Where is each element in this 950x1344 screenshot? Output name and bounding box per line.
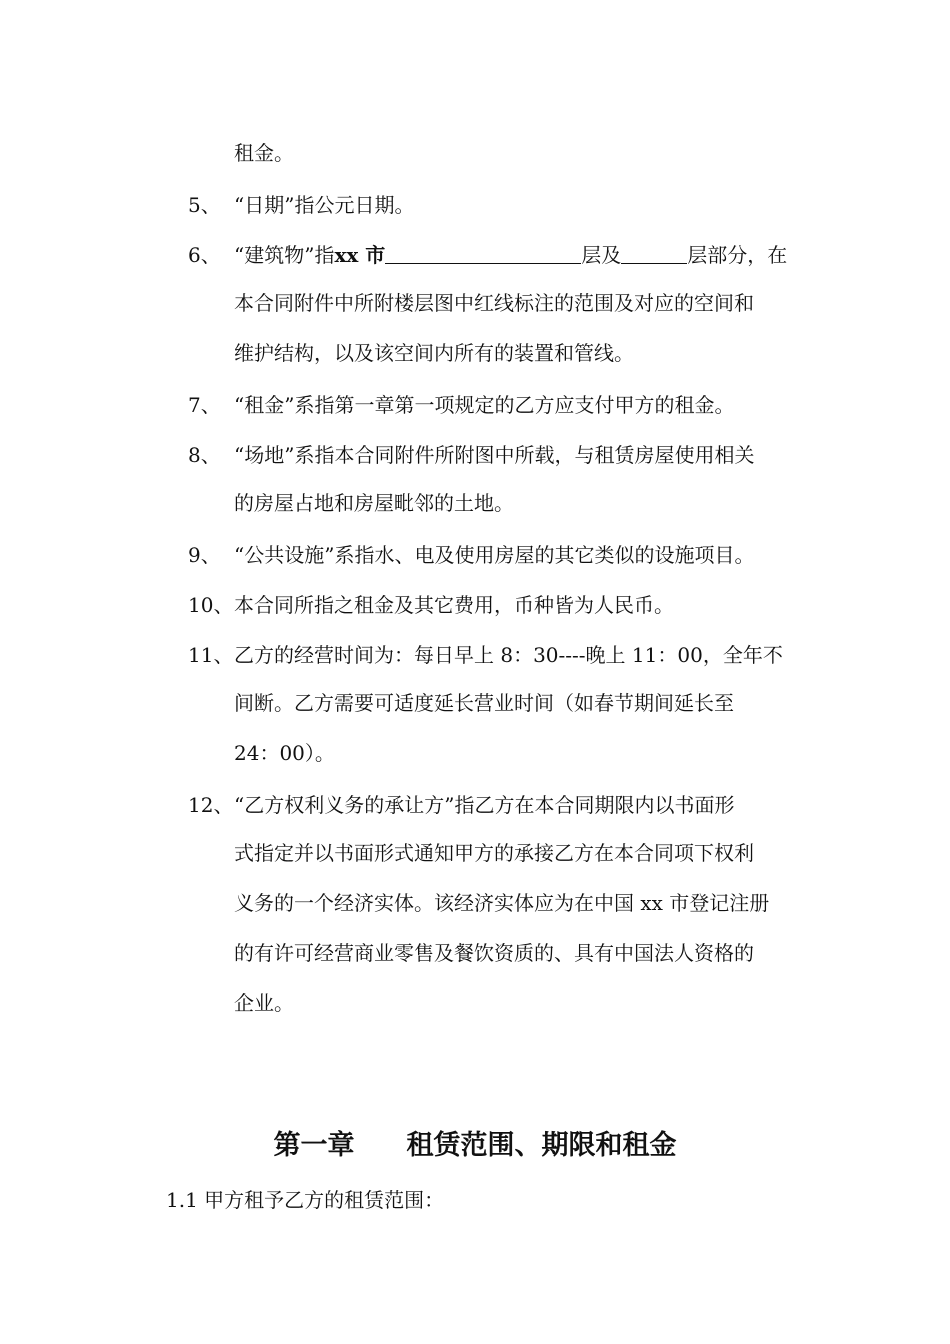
list-item-6 (188, 239, 833, 268)
item-11-line-2: 间断。乙方需要可适度延长营业时间（如春节期间延长至 (234, 691, 734, 715)
item-12-line-2: 式指定并以书面形式通知甲方的承接乙方在本合同项下权利 (234, 841, 754, 865)
list-item-7 (188, 389, 833, 418)
item-number: 5、 (188, 193, 221, 217)
city-text: xx 市 (334, 243, 386, 267)
item-number: 9、 (188, 543, 221, 567)
item-number: 8、 (188, 443, 221, 467)
item-text: 本合同所指之租金及其它费用，币种皆为人民币。 (234, 593, 674, 617)
item-number: 12、 (188, 793, 234, 817)
item-6-line-3: 维护结构，以及该空间内所有的装置和管线。 (234, 341, 634, 365)
item-number: 6、 (188, 243, 221, 267)
chapter-title: 租赁范围、期限和租金 (406, 1130, 677, 1161)
list-item-5 (188, 189, 833, 218)
item-text-mid: 层及 (581, 243, 622, 267)
item-4-continuation: 租金。 (234, 141, 294, 165)
blank-floor-field (385, 245, 581, 264)
item-12-line-4: 的有许可经营商业零售及餐饮资质的、具有中国法人资格的 (234, 941, 754, 965)
item-11-line-3: 24：00）。 (234, 741, 335, 765)
list-item-8 (188, 439, 833, 468)
item-number: 11、 (188, 643, 234, 667)
chapter-number: 第一章 (273, 1130, 355, 1161)
list-item-10 (188, 589, 833, 618)
item-text: “租金”系指第一章第一项规定的乙方应支付甲方的租金。 (234, 393, 735, 417)
item-12-line-5: 企业。 (234, 991, 294, 1015)
chapter-heading (0, 1128, 950, 1164)
item-text: 乙方的经营时间为：每日早上 8：30----晚上 11：00，全年不 (234, 643, 783, 667)
item-12-line-3: 义务的一个经济实体。该经济实体应为在中国 xx 市登记注册 (234, 891, 770, 915)
list-item-11 (188, 639, 833, 668)
item-8-line-2: 的房屋占地和房屋毗邻的土地。 (234, 491, 514, 515)
list-item-12 (188, 789, 833, 818)
item-number: 7、 (188, 393, 221, 417)
item-text: “公共设施”系指水、电及使用房屋的其它类似的设施项目。 (234, 543, 755, 567)
list-item-9 (188, 539, 833, 568)
item-number: 10、 (188, 593, 234, 617)
item-text: “日期”指公元日期。 (234, 193, 415, 217)
section-1-1: 1.1 甲方租予乙方的租赁范围： (166, 1188, 445, 1212)
item-text-prefix: “建筑物”指 (234, 243, 335, 267)
item-text-suffix: 层部分，在 (687, 243, 788, 267)
blank-floor-part-field (621, 245, 687, 264)
item-6-line-2: 本合同附件中所附楼层图中红线标注的范围及对应的空间和 (234, 291, 754, 315)
item-text: “场地”系指本合同附件所附图中所载，与租赁房屋使用相关 (234, 443, 755, 467)
item-text: “乙方权利义务的承让方”指乙方在本合同期限内以书面形 (234, 793, 735, 817)
